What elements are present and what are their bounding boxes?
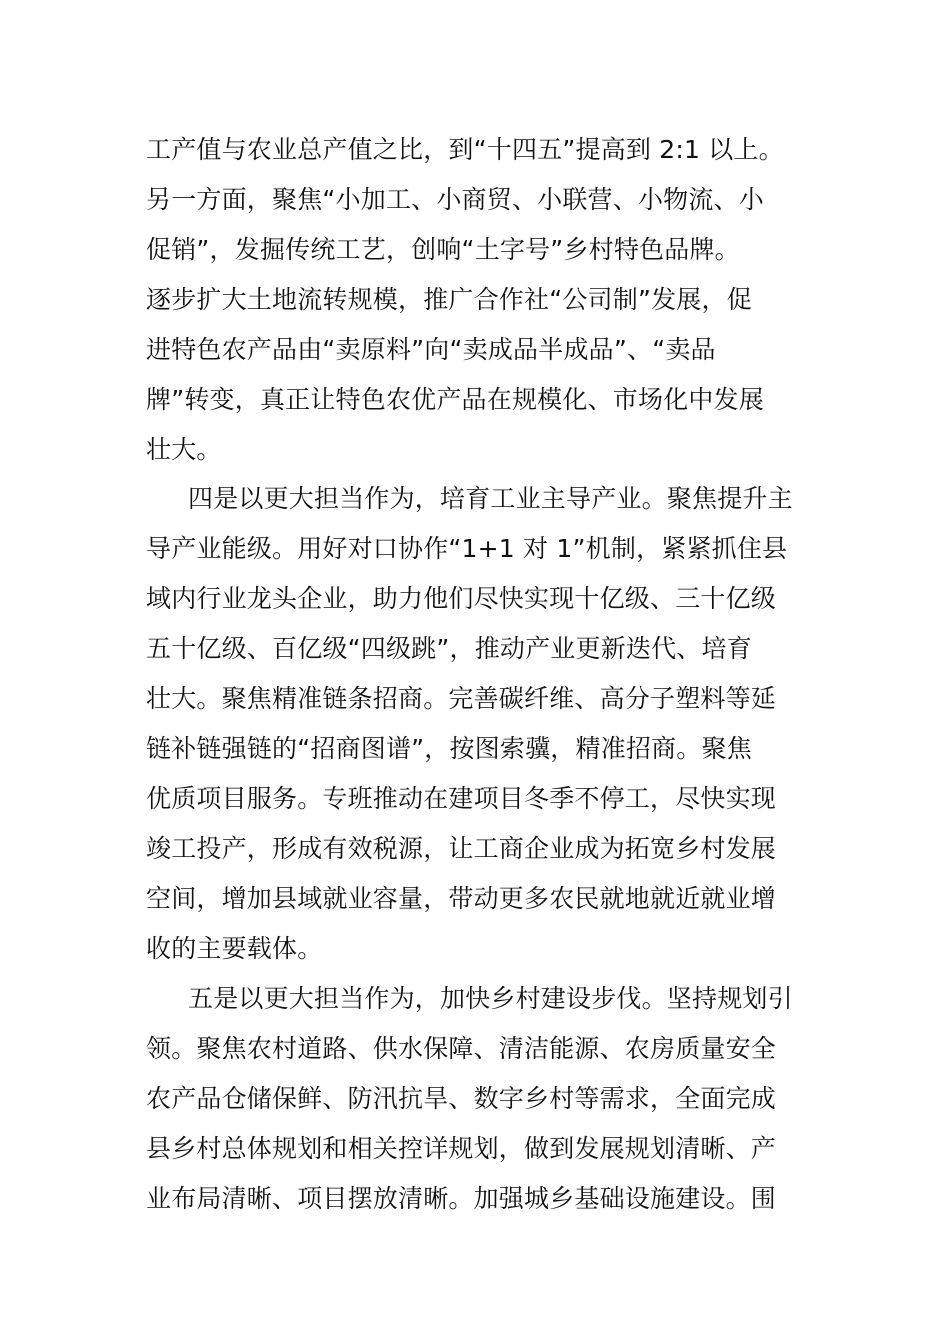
- text-line: 收的主要载体。: [146, 934, 323, 963]
- text-line: 域内行业龙头企业，助力他们尽快实现十亿级、三十亿级: [146, 584, 777, 613]
- text-line: 五十亿级、百亿级“四级跳”，推动产业更新迭代、培育: [146, 634, 752, 663]
- text-line: 壮大。: [146, 435, 222, 464]
- text-line: 进特色农产品由“卖原料”向“卖成品半成品”、“卖品: [146, 335, 716, 364]
- text-line: 农产品仓储保鲜、防汛抗旱、数字乡村等需求，全面完成: [146, 1084, 777, 1113]
- text-line: 壮大。聚焦精准链条招商。完善碳纤维、高分子塑料等延: [146, 684, 777, 713]
- text-line: 优质项目服务。专班推动在建项目冬季不停工，尽快实现: [146, 784, 777, 813]
- text-line: 另一方面，聚焦“小加工、小商贸、小联营、小物流、小: [146, 185, 764, 214]
- text-line: 链补链强链的“招商图谱”，按图索骥，精准招商。聚焦: [146, 734, 752, 763]
- text-line: 促销”，发掘传统工艺，创响“土字号”乡村特色品牌。: [146, 235, 740, 264]
- text-line: 领。聚焦农村道路、供水保障、清洁能源、农房质量安全: [146, 1034, 777, 1063]
- paragraph-first-line: 四是以更大担当作为，培育工业主导产业。聚焦提升主: [188, 484, 793, 513]
- text-line: 逐步扩大土地流转规模，推广合作社“公司制”发展，促: [146, 285, 752, 314]
- text-line: 牌”转变，真正让特色农优产品在规模化、市场化中发展: [146, 385, 764, 414]
- text-line: 空间，增加县域就业容量，带动更多农民就地就近就业增: [146, 884, 777, 913]
- text-line: 导产业能级。用好对口协作“1+1 对 1”机制，紧紧抓住县: [146, 534, 788, 563]
- text-line: 县乡村总体规划和相关控详规划，做到发展规划清晰、产: [146, 1134, 777, 1163]
- text-line: 竣工投产，形成有效税源，让工商企业成为拓宽乡村发展: [146, 834, 777, 863]
- text-line: 业布局清晰、项目摆放清晰。加强城乡基础设施建设。围: [146, 1184, 777, 1213]
- paragraph-first-line: 五是以更大担当作为，加快乡村建设步伐。坚持规划引: [188, 984, 793, 1013]
- text-line: 工产值与农业总产值之比，到“十四五”提高到 2:1 以上。: [146, 135, 784, 164]
